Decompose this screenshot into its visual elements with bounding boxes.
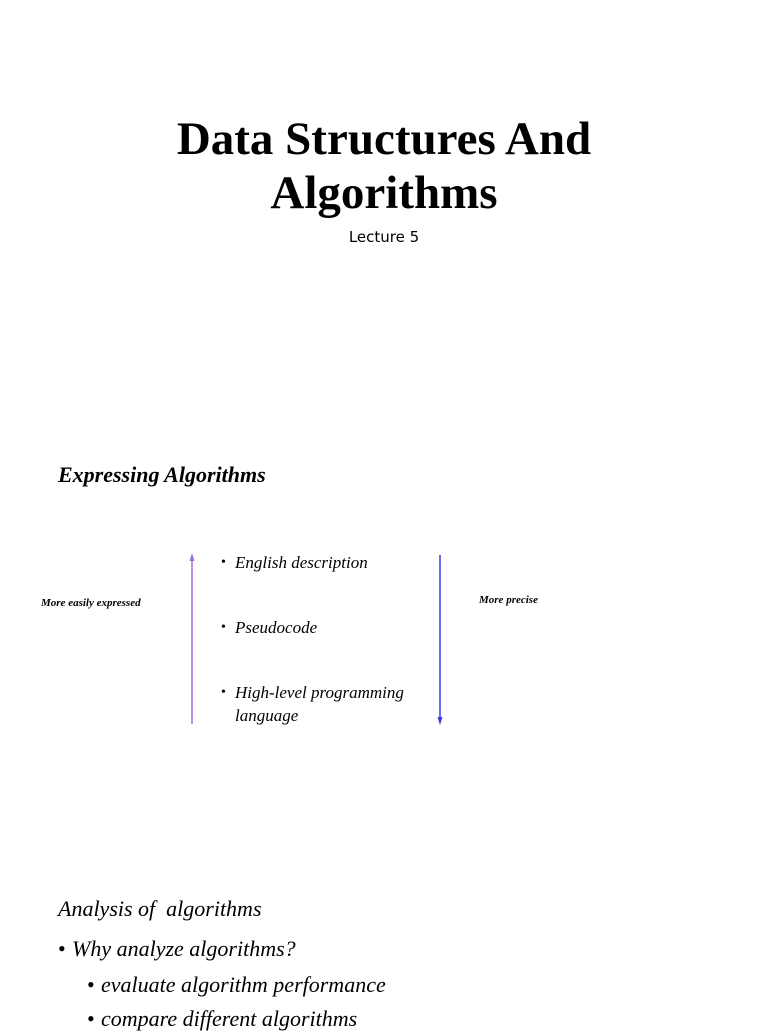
list-item	[87, 1006, 357, 1032]
up-arrow-icon	[190, 553, 195, 724]
list-item-text: English description	[235, 553, 368, 572]
list-item	[58, 936, 296, 962]
section-heading-analysis: Analysis of algorithms	[58, 896, 262, 921]
bullet-icon: •	[58, 936, 66, 961]
section-heading-expressing: Expressing Algorithms	[58, 462, 266, 487]
list-item	[221, 681, 431, 727]
list-item-text: evaluate algorithm performance	[101, 972, 386, 997]
down-arrow-icon	[438, 555, 443, 725]
list-item-text: Pseudocode	[235, 618, 318, 637]
bullet-icon: •	[87, 972, 95, 997]
bullet-icon: •	[87, 1006, 95, 1031]
list-item	[87, 972, 386, 998]
slide-subtitle: Lecture 5	[348, 228, 420, 246]
list-item	[221, 616, 431, 639]
bullet-icon: •	[221, 620, 226, 635]
slide-title-line1: Data Structures And	[176, 113, 592, 165]
slide-title-line2: Algorithms	[270, 167, 498, 219]
list-item-text: High-level programming language	[235, 683, 404, 725]
label-more-easily-expressed: More easily expressed	[41, 597, 141, 609]
list-item-text: compare different algorithms	[101, 1006, 358, 1031]
list-item-text: Why analyze algorithms?	[72, 936, 296, 961]
bullet-icon: •	[221, 685, 226, 700]
list-item	[221, 551, 431, 574]
bullet-icon: •	[221, 555, 226, 570]
label-more-precise: More precise	[479, 594, 538, 606]
